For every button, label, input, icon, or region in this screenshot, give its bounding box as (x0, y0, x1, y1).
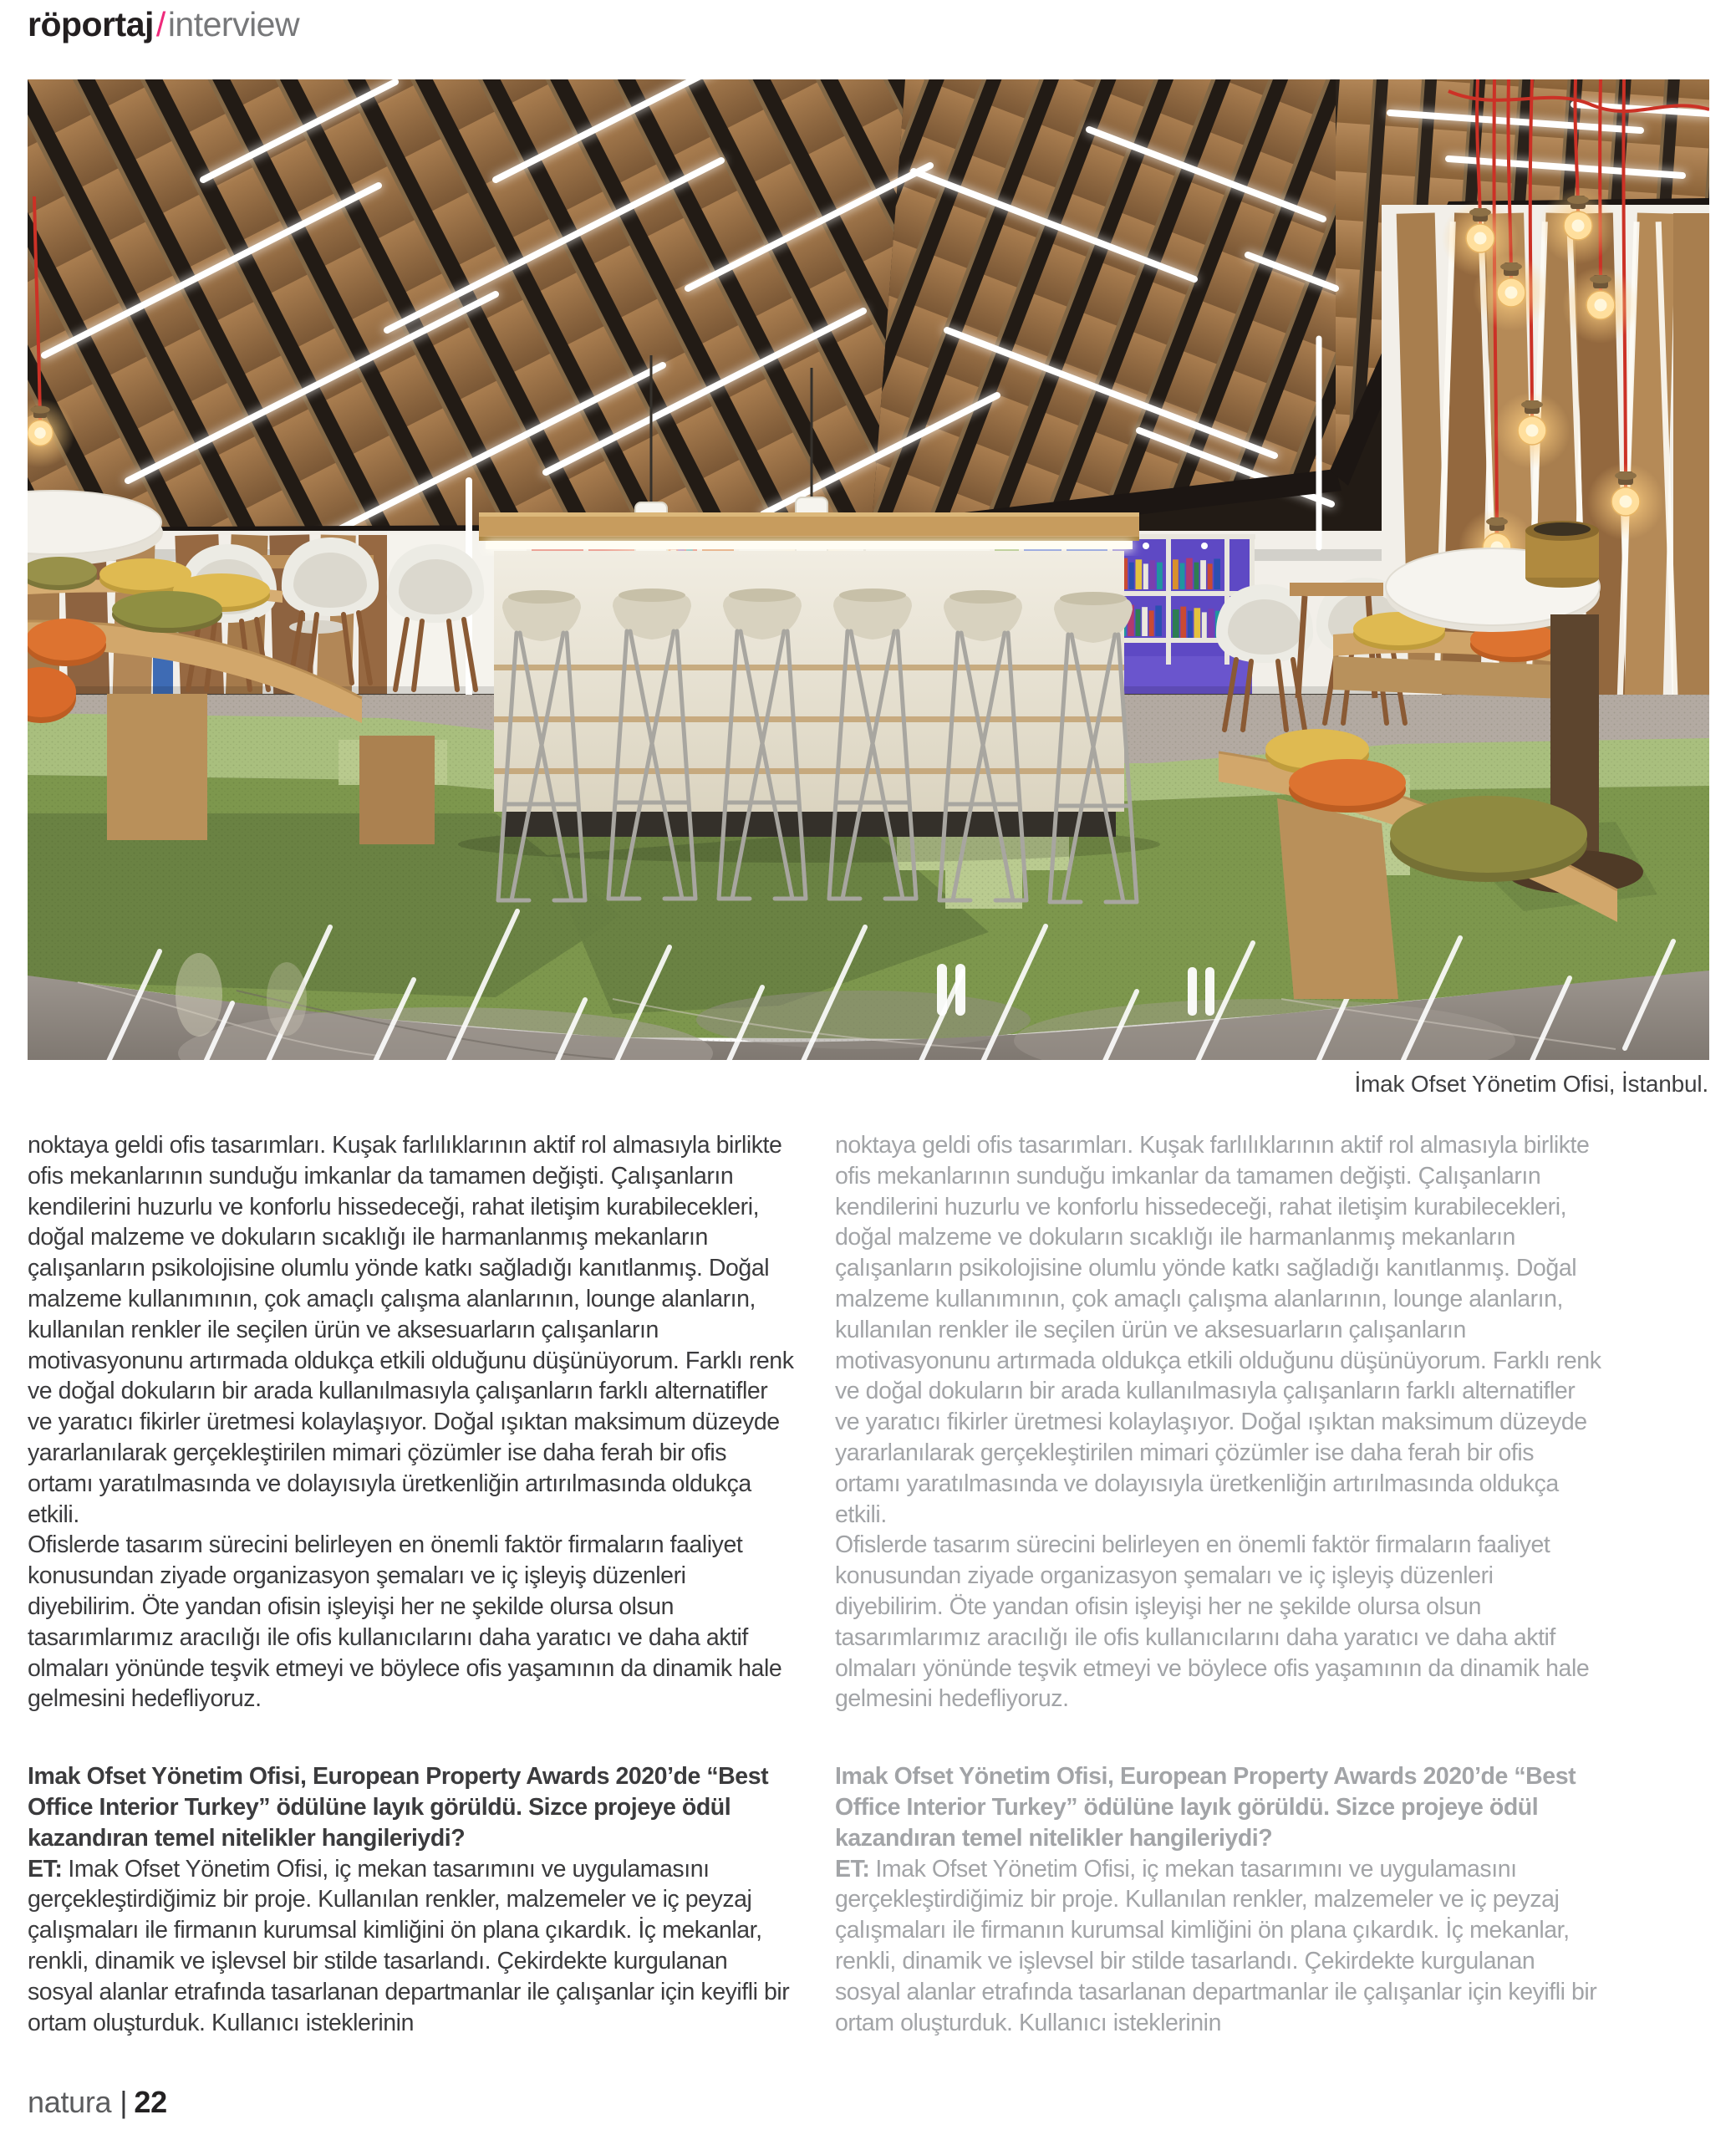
office-photo-illustration (28, 79, 1709, 1060)
section-title-english: interview (167, 5, 300, 43)
photo-caption: İmak Ofset Yönetim Ofisi, İstanbul. (1354, 1071, 1708, 1097)
paragraph: Ofislerde tasarım sürecini belirleyen en önemli faktör firmaların faaliyet konusundan ziyade organizasyon şemaları ve iç işleyiş düzenleri diyebilirim. Öte yandan ofisin işleyişi her ne şekilde olursa olsun tasarımlarımız aracılığı ile ofis kullanıcılarını daha yaratıcı ve daha aktif olmaları yönünde teşvik etmeyi ve böylece ofis yaşamının da dinamik hale gelmesini hedefliyoruz. (835, 1531, 1590, 1713)
interview-answer (835, 1854, 1604, 2039)
interview-answer (28, 1854, 797, 2039)
section-title-turkish: röportaj (28, 5, 154, 43)
page-footer (28, 2085, 167, 2120)
magazine-name: natura (28, 2085, 112, 2119)
paragraph: noktaya geldi ofis tasarımları. Kuşak farlılıklarının aktif rol almasıyla birlikte ofis mekanlarının sunduğu imkanlar da tamamen değişti. Çalışanların kendilerini huzurlu ve konforlu hissedeceği, rahat iletişim kurabilecekleri, doğal malzeme ve dokuların sıcaklığı ile harmanlanmış mekanların çalışanların psikolojisine olumlu yönde katkı sağladığı kanıtlanmış. Doğal malzeme kullanımının, çok amaçlı çalışma alanlarının, lounge alanların, kullanılan renkler ile seçilen ürün ve aksesuarların çalışanların motivasyonunu artırmada oldukça etkili olduğunu düşünüyorum. Farklı renk ve doğal dokuların bir arada kullanılmasıyla çalışanların farklı alternatifler ve yaratıcı fikirler üretmesi kolaylaşıyor. Doğal ışıktan maksimum düzeyde yararlanılarak gerçekleştirilen mimari çözümler ise daha ferah bir ofis ortamı yaratılmasında ve dolayısıyla üretkenliğin artırılmasında oldukça etkili. (28, 1132, 794, 1528)
page-number: 22 (134, 2085, 167, 2119)
section-header (28, 5, 299, 44)
interview-question: Imak Ofset Yönetim Ofisi, European Property Awards 2020’de “Best Office Interior Turkey” ödülüne layık görüldü. Sizce projeye ödül kazandıran temel nitelikler hangileriydi? (835, 1763, 1576, 1852)
answer-speaker-label: ET: (835, 1855, 870, 1883)
answer-speaker-label: ET: (28, 1855, 63, 1883)
footer-divider: | (120, 2085, 128, 2119)
article-column-primary (28, 1130, 797, 2038)
section-divider-slash: / (155, 5, 165, 43)
article-column-secondary (835, 1130, 1604, 2038)
interview-question: Imak Ofset Yönetim Ofisi, European Property Awards 2020’de “Best Office Interior Turkey” ödülüne layık görüldü. Sizce projeye ödül kazandıran temel nitelikler hangileriydi? (28, 1763, 769, 1852)
paragraph: noktaya geldi ofis tasarımları. Kuşak farlılıklarının aktif rol almasıyla birlikte ofis mekanlarının sunduğu imkanlar da tamamen değişti. Çalışanların kendilerini huzurlu ve konforlu hissedeceği, rahat iletişim kurabilecekleri, doğal malzeme ve dokuların sıcaklığı ile harmanlanmış mekanların çalışanların psikolojisine olumlu yönde katkı sağladığı kanıtlanmış. Doğal malzeme kullanımının, çok amaçlı çalışma alanlarının, lounge alanların, kullanılan renkler ile seçilen ürün ve aksesuarların çalışanların motivasyonunu artırmada oldukça etkili olduğunu düşünüyorum. Farklı renk ve doğal dokuların bir arada kullanılmasıyla çalışanların farklı alternatifler ve yaratıcı fikirler üretmesi kolaylaşıyor. Doğal ışıktan maksimum düzeyde yararlanılarak gerçekleştirilen mimari çözümler ise daha ferah bir ofis ortamı yaratılmasında ve dolayısıyla üretkenliğin artırılmasında oldukça etkili. (835, 1132, 1601, 1528)
answer-text: Imak Ofset Yönetim Ofisi, iç mekan tasarımını ve uygulamasını gerçekleştirdiğimiz bir proje. Kullanılan renkler, malzemeler ve iç peyzaj çalışmaları ile firmanın kurumsal kimliğini ön plana çıkardık. İç mekanlar, renkli, dinamik ve işlevsel bir stilde tasarlandı. Çekirdekte kurgulanan sosyal alanlar etrafında tasarlanan departmanlar ile çalışanlar için keyifli bir ortam oluşturduk. Kullanıcı isteklerinin (28, 1855, 790, 2036)
office-photo (28, 79, 1709, 1060)
paragraph: Ofislerde tasarım sürecini belirleyen en önemli faktör firmaların faaliyet konusundan ziyade organizasyon şemaları ve iç işleyiş düzenleri diyebilirim. Öte yandan ofisin işleyişi her ne şekilde olursa olsun tasarımlarımız aracılığı ile ofis kullanıcılarını daha yaratıcı ve daha aktif olmaları yönünde teşvik etmeyi ve böylece ofis yaşamının da dinamik hale gelmesini hedefliyoruz. (28, 1531, 782, 1713)
answer-text: Imak Ofset Yönetim Ofisi, iç mekan tasarımını ve uygulamasını gerçekleştirdiğimiz bir proje. Kullanılan renkler, malzemeler ve iç peyzaj çalışmaları ile firmanın kurumsal kimliğini ön plana çıkardık. İç mekanlar, renkli, dinamik ve işlevsel bir stilde tasarlandı. Çekirdekte kurgulanan sosyal alanlar etrafında tasarlanan departmanlar ile çalışanlar için keyifli bir ortam oluşturduk. Kullanıcı isteklerinin (835, 1855, 1597, 2036)
